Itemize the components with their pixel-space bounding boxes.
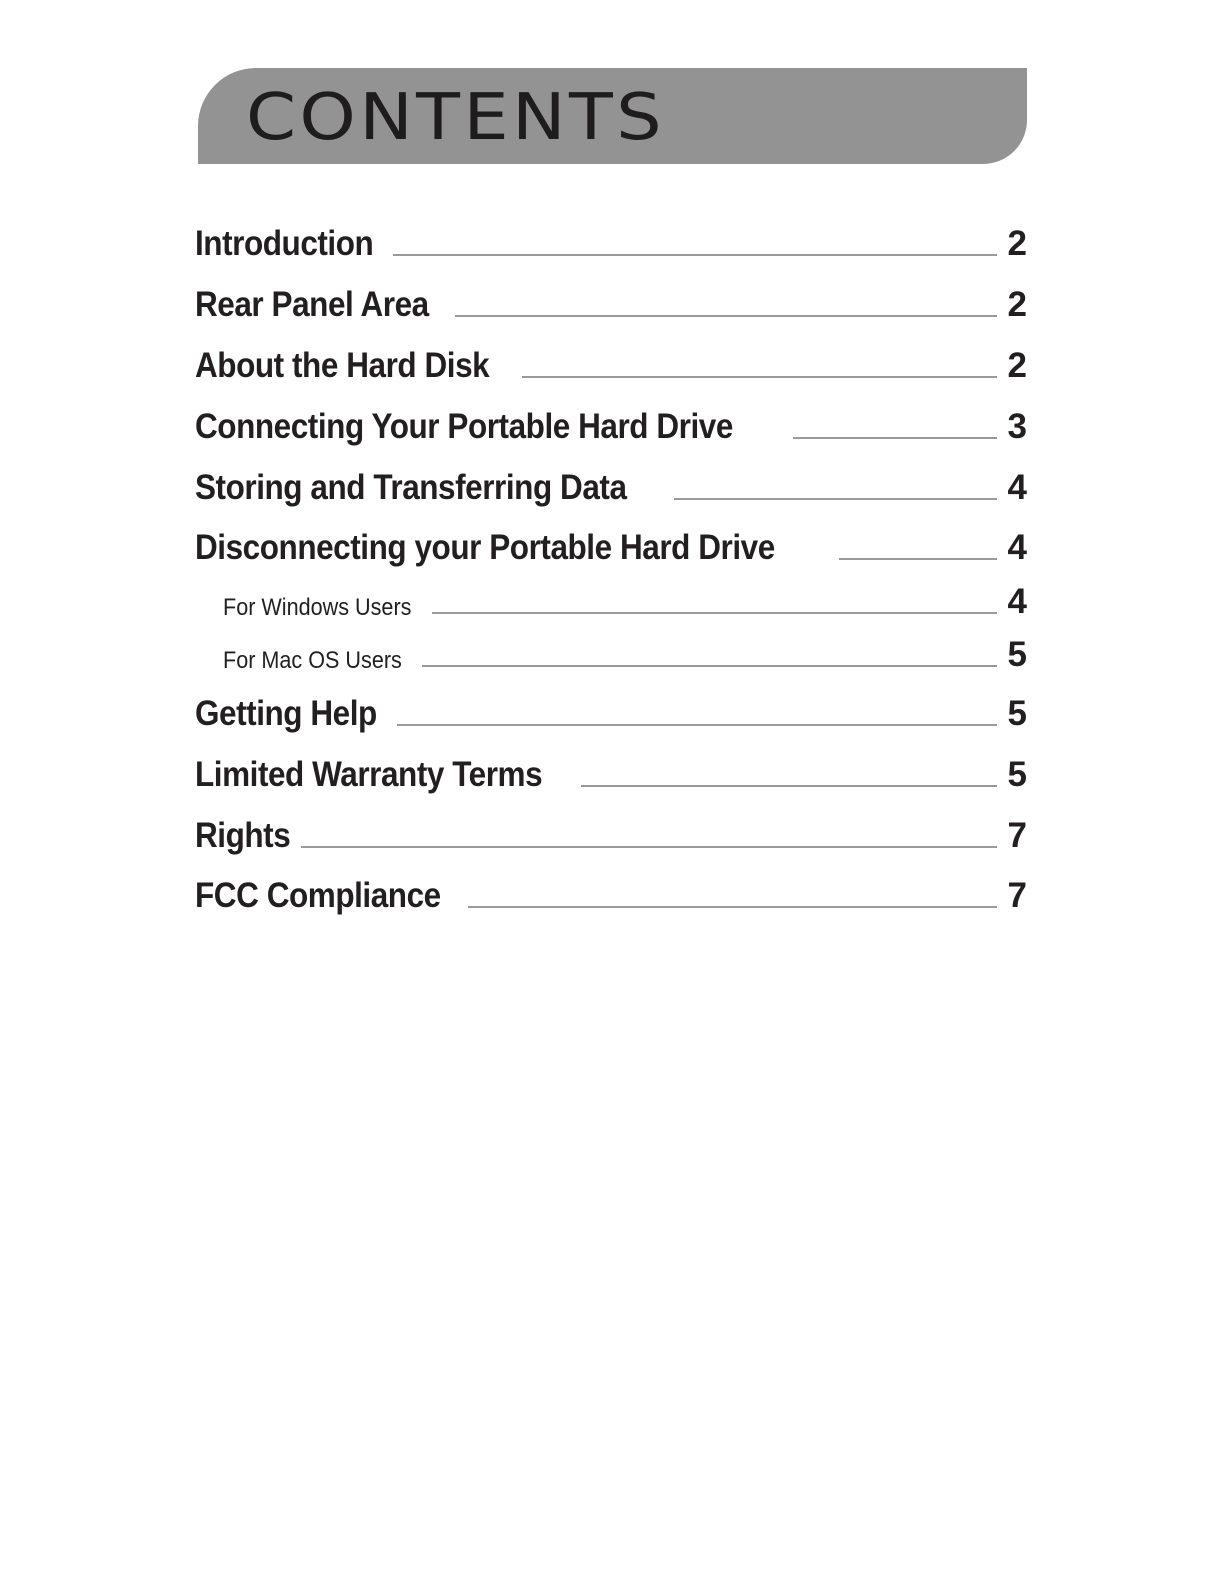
toc-entry-about-the-hard-disk[interactable]: [195, 346, 1027, 386]
toc-entry-label: Introduction: [195, 224, 374, 263]
toc-entry-label: Limited Warranty Terms: [195, 755, 543, 794]
toc-page-number: 5: [1007, 635, 1027, 674]
toc-leader-line: [397, 724, 997, 726]
toc-leader-line: [393, 254, 997, 256]
toc-page-number: 2: [1007, 285, 1027, 324]
toc-entry-label: Rear Panel Area: [195, 285, 429, 324]
toc-page-number: 7: [1007, 816, 1027, 855]
toc-leader-line: [793, 437, 997, 439]
toc-entry-rear-panel-area[interactable]: [195, 285, 1027, 325]
toc-entry-connecting-drive[interactable]: [195, 407, 1027, 447]
toc-entry-disconnecting-drive[interactable]: [195, 528, 1027, 568]
toc-entry-label: Rights: [195, 816, 291, 855]
toc-entry-rights[interactable]: [195, 816, 1027, 856]
toc-page-number: 5: [1007, 755, 1027, 794]
toc-leader-line: [674, 498, 997, 500]
toc-page-number: 2: [1007, 224, 1027, 263]
toc-entry-label: Connecting Your Portable Hard Drive: [195, 407, 733, 446]
toc-entry-limited-warranty-terms[interactable]: [195, 755, 1027, 795]
toc-leader-line: [422, 665, 997, 667]
toc-page-number: 4: [1007, 582, 1027, 621]
toc-page-number: 5: [1007, 694, 1027, 733]
toc-leader-line: [581, 785, 997, 787]
toc-entry-fcc-compliance[interactable]: [195, 876, 1027, 916]
toc-entry-mac-os-users[interactable]: [223, 635, 1027, 675]
toc-page-number: 4: [1007, 528, 1027, 567]
toc-leader-line: [301, 846, 997, 848]
toc-leader-line: [455, 315, 997, 317]
toc-entry-label: For Windows Users: [223, 594, 412, 621]
toc-page-number: 3: [1007, 407, 1027, 446]
toc-page-number: 2: [1007, 346, 1027, 385]
toc-entry-storing-transferring-data[interactable]: [195, 468, 1027, 508]
toc-entry-introduction[interactable]: [195, 224, 1027, 264]
table-of-contents: [195, 0, 1027, 1585]
toc-page-number: 4: [1007, 468, 1027, 507]
toc-leader-line: [432, 612, 997, 614]
toc-entry-label: Getting Help: [195, 694, 377, 733]
toc-entry-label: Disconnecting your Portable Hard Drive: [195, 528, 775, 567]
toc-entry-label: About the Hard Disk: [195, 346, 490, 385]
toc-entry-label: For Mac OS Users: [223, 647, 402, 674]
page-title: CONTENTS: [246, 81, 665, 155]
toc-leader-line: [839, 558, 997, 560]
toc-leader-line: [522, 376, 997, 378]
toc-leader-line: [468, 906, 997, 908]
toc-entry-label: FCC Compliance: [195, 876, 441, 915]
toc-entry-getting-help[interactable]: [195, 694, 1027, 734]
toc-entry-windows-users[interactable]: [223, 582, 1027, 622]
toc-entry-label: Storing and Transferring Data: [195, 468, 627, 507]
toc-page-number: 7: [1007, 876, 1027, 915]
